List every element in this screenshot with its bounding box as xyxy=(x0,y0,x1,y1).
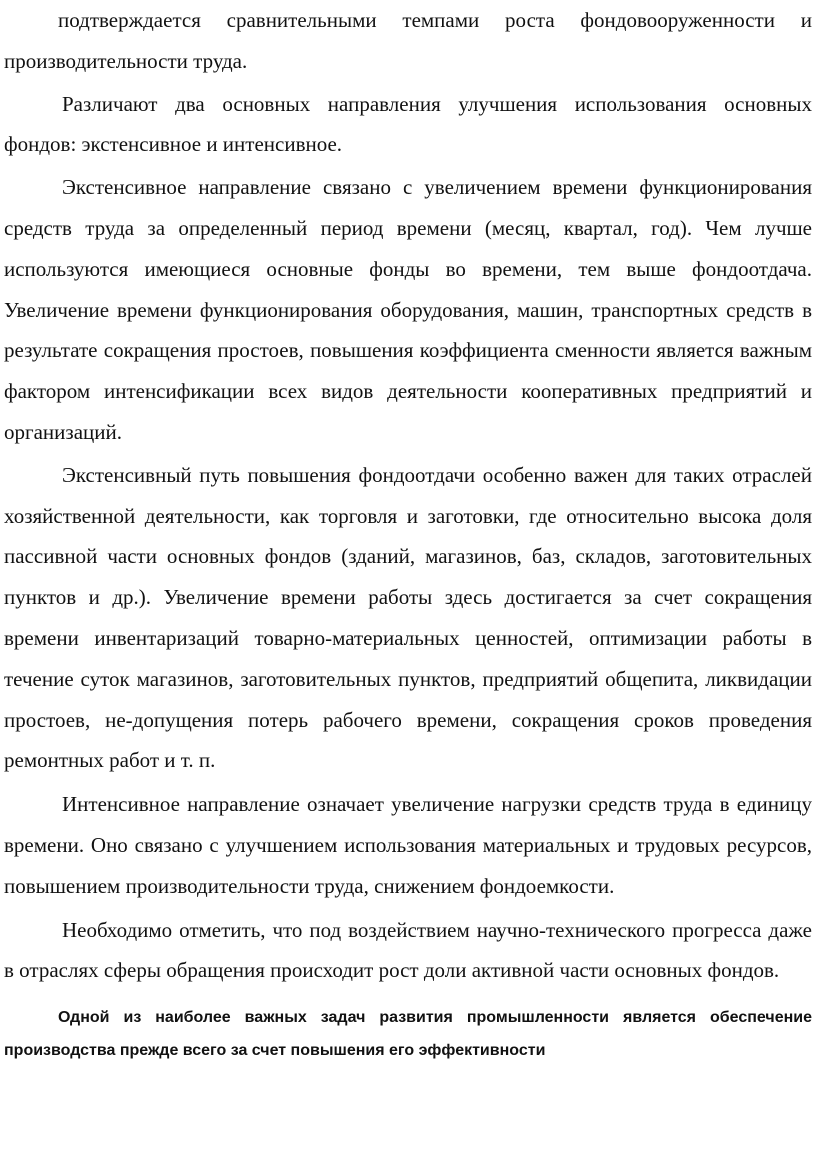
paragraph-6: Необходимо отметить, что под воздействием научно-технического прогресса даже в отраслях сферы обращения происходит рост доли активной части основных фондов. xyxy=(4,917,812,983)
bold-footer-paragraph: Одной из наиболее важных задач развития промышленности является обеспечение производства прежде всего за счет повышения его эффективности xyxy=(4,1009,812,1060)
paragraph-4: Экстенсивный путь повышения фондоотдачи особенно важен для таких отраслей хозяйственной деятельности, как торговля и заготовки, где относительно высока доля пассивной части основных фондов (зданий, магазинов, баз, складов, заготовительных пунктов и др.). Увеличение времени работы здесь достигается за счет сокращения времени инвентаризаций товарно-материальных ценностей, оптимизации работы в течение суток магазинов, заготовительных пунктов, предприятий общепита, ликвидации простоев, не-допущения потерь рабочего времени, сокращения сроков проведения ремонтных работ и т. п. xyxy=(4,462,812,773)
paragraph-5: Интенсивное направление означает увеличение нагрузки средств труда в единицу времени. Оно связано с улучшением использования материальных и трудовых ресурсов, повышением производительности труда, снижением фондоемкости. xyxy=(4,792,812,898)
paragraph-2: Различают два основных направления улучшения использования основных фондов: экстенсивное и интенсивное. xyxy=(4,91,812,157)
paragraph-1: подтверждается сравнительными темпами роста фондовооруженности и производительности труда. xyxy=(4,8,812,73)
paragraph-3: Экстенсивное направление связано с увеличением времени функционирования средств труда за определенный период времени (месяц, квартал, год). Чем лучше используются имеющиеся основные фонды во времени, тем выше фондоотдача. Увеличение времени функционирования оборудования, машин, транспортных средств в результате сокращения простоев, повышения коэффициента сменности является важным фактором интенсификации всех видов деятельности кооперативных предприятий и организаций. xyxy=(4,175,812,444)
